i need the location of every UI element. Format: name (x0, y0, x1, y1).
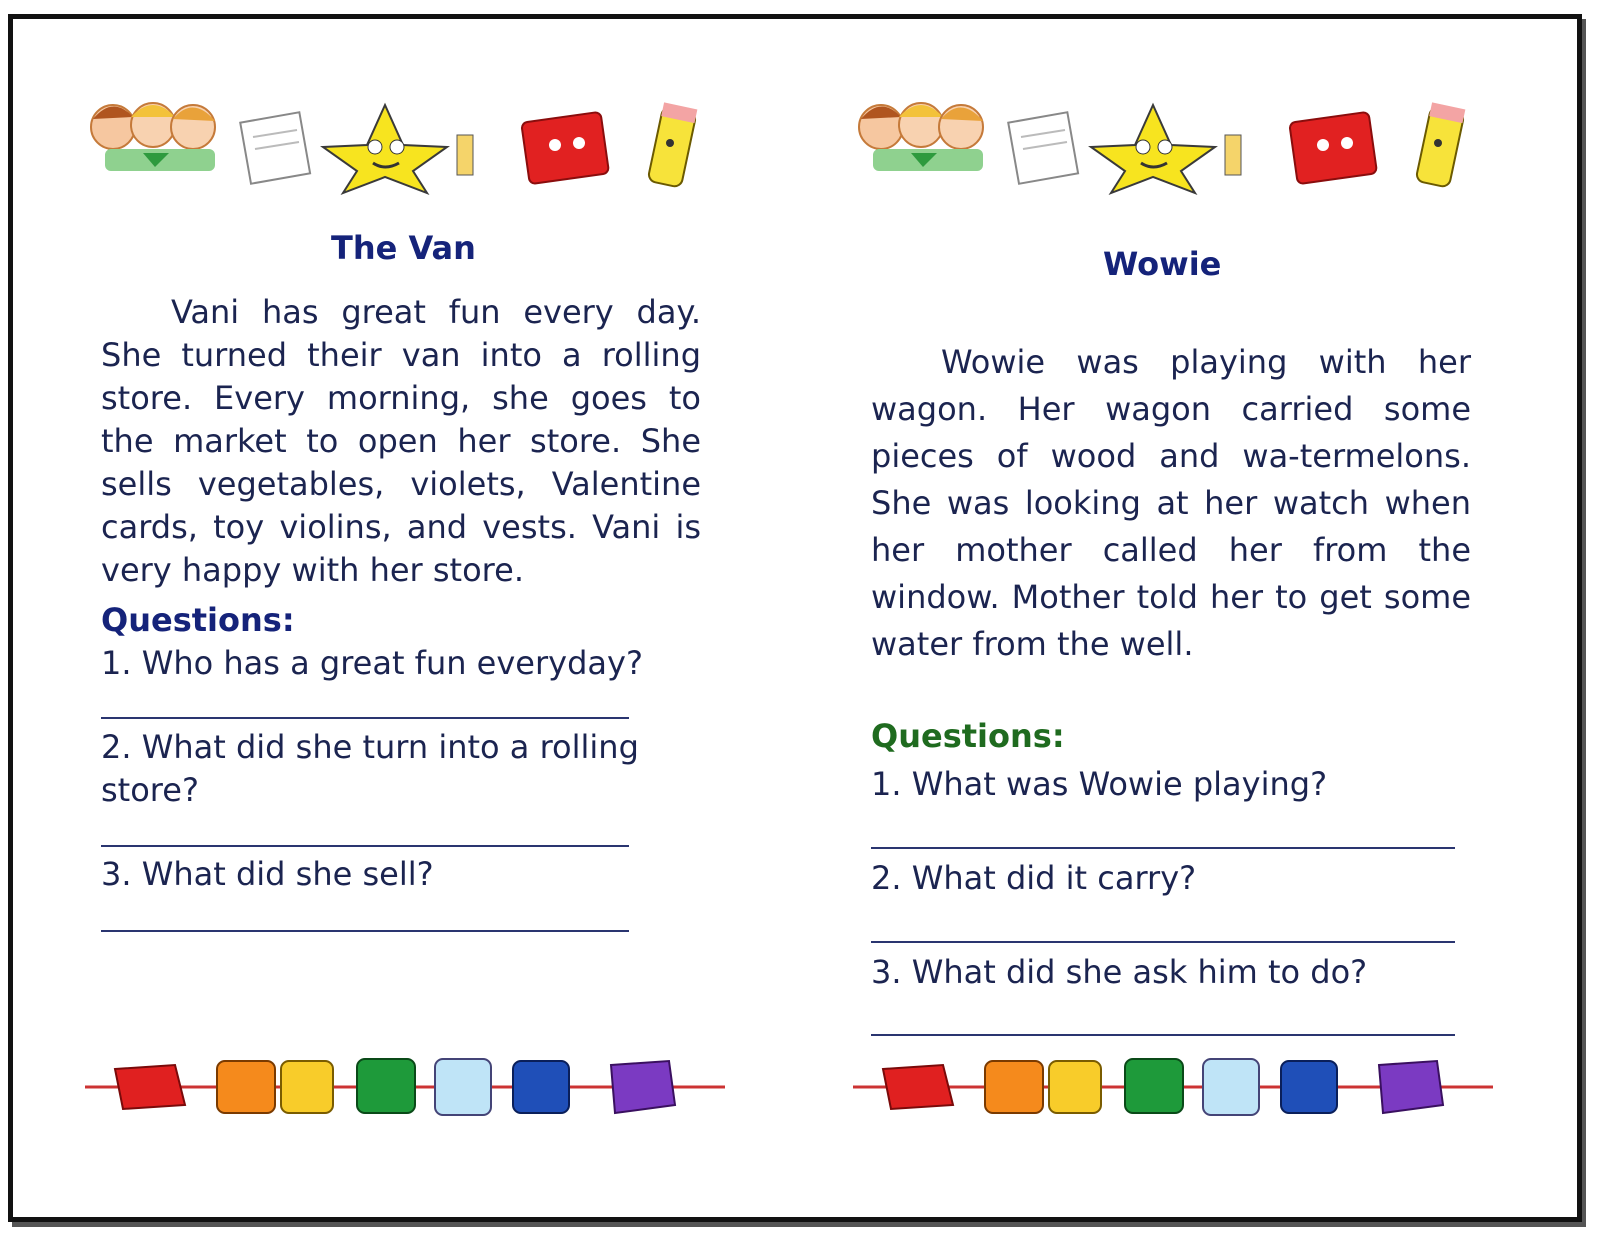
bottom-decoration-right (853, 1047, 1493, 1127)
question-left-3: 3. What did she sell? (101, 855, 434, 893)
crayon-red-icon (883, 1065, 953, 1109)
bottom-decoration-left (85, 1047, 725, 1127)
answer-line-left-2[interactable] (101, 845, 629, 847)
questions-heading-right: Questions: (871, 717, 1065, 755)
story-paragraph-left (101, 291, 701, 592)
question-left-2: 2. What did she turn into a rolling store? (101, 728, 639, 809)
top-decoration-right (853, 87, 1513, 197)
crayon-green-icon (357, 1059, 415, 1113)
paper-icon (240, 112, 310, 183)
crayon-yellow-icon (281, 1061, 333, 1113)
star-icon (1091, 105, 1241, 193)
crayon-lightblue-icon (435, 1059, 491, 1115)
kids-icon (859, 103, 983, 171)
questions-heading-left: Questions: (101, 601, 295, 639)
pencil-icon (647, 102, 697, 187)
question-right-3: 3. What did she ask him to do? (871, 953, 1368, 991)
story-title-left: The Van (331, 229, 476, 267)
star-icon (323, 105, 473, 193)
kids-icon (91, 103, 215, 171)
answer-line-right-2[interactable] (871, 941, 1455, 943)
crayon-purple-icon (611, 1061, 675, 1113)
crayon-lightblue-icon (1203, 1059, 1259, 1115)
crayon-blue-icon (1281, 1061, 1337, 1113)
story-paragraph-right (871, 339, 1471, 668)
answer-line-right-3[interactable] (871, 1034, 1455, 1036)
paper-icon (1008, 112, 1078, 183)
story-title-right: Wowie (1103, 245, 1222, 283)
question-left-1: 1. Who has a great fun everyday? (101, 644, 643, 682)
question-right-2: 2. What did it carry? (871, 859, 1197, 897)
story-paragraph-left-text: Vani has great fun every day. She turned their van into a rolling store. Every morning, she goes to the market to open her store. She sells vegetables, violets, Valentine cards, toy violins, and vests. Vani is very happy with her store. (101, 293, 701, 589)
answer-line-right-1[interactable] (871, 847, 1455, 849)
pencil-icon (1415, 102, 1465, 187)
top-decoration-left (85, 87, 745, 197)
crayon-yellow-icon (1049, 1061, 1101, 1113)
crayon-orange-icon (217, 1061, 275, 1113)
crayon-orange-icon (985, 1061, 1043, 1113)
crayon-purple-icon (1379, 1061, 1443, 1113)
crayon-green-icon (1125, 1059, 1183, 1113)
answer-line-left-3[interactable] (101, 930, 629, 932)
crayon-red-icon (115, 1065, 185, 1109)
answer-line-left-1[interactable] (101, 717, 629, 719)
story-paragraph-right-text: Wowie was playing with her wagon. Her wagon carried some pieces of wood and wa-termelons. She was looking at her watch when her mother called her from the window. Mother told her to get some water from the well. (871, 343, 1471, 663)
book-icon (1289, 112, 1377, 185)
worksheet-frame (8, 14, 1582, 1222)
question-right-1: 1. What was Wowie playing? (871, 765, 1328, 803)
book-icon (521, 112, 609, 185)
crayon-blue-icon (513, 1061, 569, 1113)
